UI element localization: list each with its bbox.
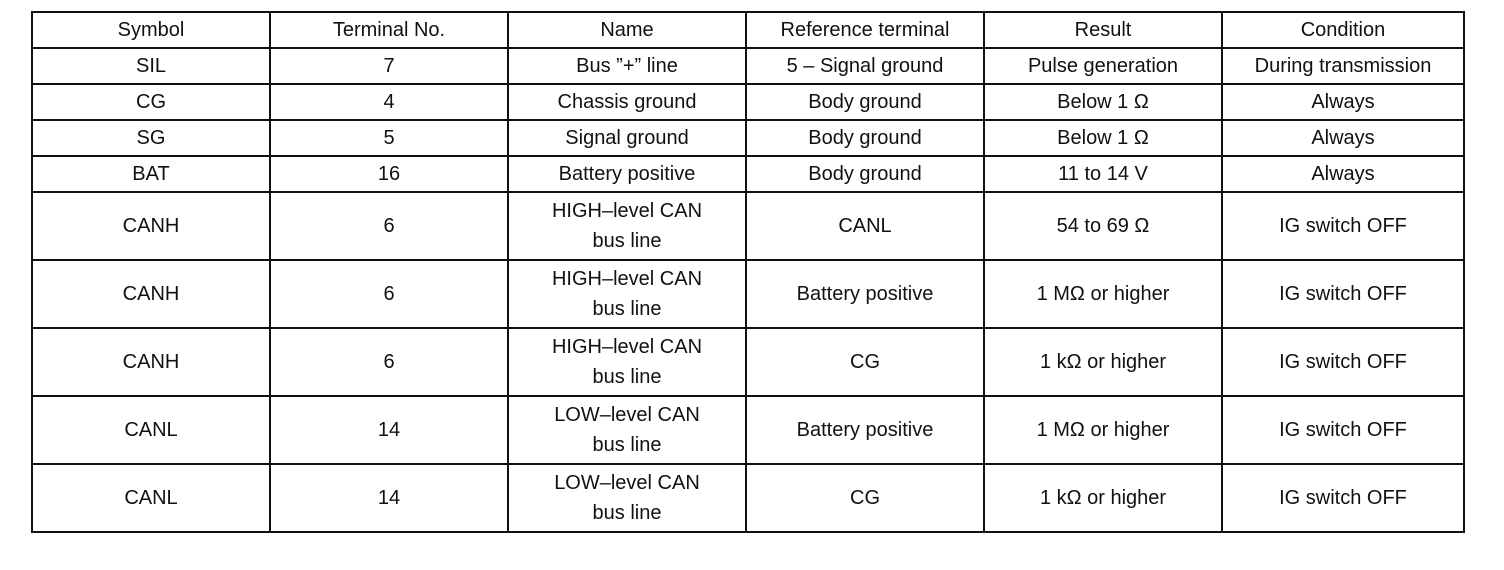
cell-reference-terminal: CANL (746, 192, 984, 260)
cell-condition: During transmission (1222, 48, 1464, 84)
cell-name (508, 156, 746, 192)
column-header-condition: Condition (1222, 12, 1464, 48)
name-line: Signal ground (565, 127, 689, 149)
cell-condition: IG switch OFF (1222, 328, 1464, 396)
cell-terminal-no: 14 (270, 464, 508, 532)
cell-result: Pulse generation (984, 48, 1222, 84)
column-header-reference-terminal: Reference terminal (746, 12, 984, 48)
name-line: LOW–level CAN (554, 472, 700, 494)
name-line: bus line (592, 502, 662, 524)
name-line: bus line (592, 298, 662, 320)
name-line: Chassis ground (557, 91, 697, 113)
cell-name (508, 120, 746, 156)
cell-result: 1 MΩ or higher (984, 260, 1222, 328)
cell-symbol: CANH (32, 260, 270, 328)
cell-terminal-no: 6 (270, 328, 508, 396)
cell-reference-terminal: Battery positive (746, 396, 984, 464)
name-line: bus line (592, 434, 662, 456)
cell-result: Below 1 Ω (984, 84, 1222, 120)
name-line: bus line (592, 366, 662, 388)
cell-symbol: CANH (32, 328, 270, 396)
table-row (32, 156, 1464, 192)
cell-symbol: CANL (32, 464, 270, 532)
name-line: bus line (592, 230, 662, 252)
cell-symbol: CG (32, 84, 270, 120)
cell-terminal-no: 7 (270, 48, 508, 84)
name-line: LOW–level CAN (554, 404, 700, 426)
cell-terminal-no: 6 (270, 192, 508, 260)
table-row (32, 48, 1464, 84)
cell-result: 1 kΩ or higher (984, 328, 1222, 396)
cell-reference-terminal: CG (746, 328, 984, 396)
cell-terminal-no: 6 (270, 260, 508, 328)
cell-condition: IG switch OFF (1222, 192, 1464, 260)
cell-reference-terminal: Body ground (746, 84, 984, 120)
cell-name (508, 192, 746, 260)
terminal-inspection-table (31, 11, 1465, 533)
cell-terminal-no: 16 (270, 156, 508, 192)
table-row (32, 120, 1464, 156)
column-header-terminal-no: Terminal No. (270, 12, 508, 48)
cell-result: 1 kΩ or higher (984, 464, 1222, 532)
cell-symbol: CANL (32, 396, 270, 464)
cell-name (508, 396, 746, 464)
cell-reference-terminal: 5 – Signal ground (746, 48, 984, 84)
table-row (32, 328, 1464, 396)
name-line: HIGH–level CAN (551, 200, 703, 222)
table-header-row (32, 12, 1464, 48)
name-line: Battery positive (558, 163, 696, 185)
cell-condition: Always (1222, 156, 1464, 192)
cell-symbol: CANH (32, 192, 270, 260)
table-row (32, 84, 1464, 120)
name-line: Bus ”+” line (576, 55, 678, 77)
cell-name (508, 328, 746, 396)
name-line: HIGH–level CAN (551, 336, 703, 358)
cell-name (508, 84, 746, 120)
cell-condition: Always (1222, 120, 1464, 156)
column-header-name: Name (508, 12, 746, 48)
cell-symbol: SIL (32, 48, 270, 84)
cell-terminal-no: 5 (270, 120, 508, 156)
cell-result: 1 MΩ or higher (984, 396, 1222, 464)
cell-name (508, 260, 746, 328)
cell-result: Below 1 Ω (984, 120, 1222, 156)
cell-result: 11 to 14 V (984, 156, 1222, 192)
cell-condition: IG switch OFF (1222, 260, 1464, 328)
cell-reference-terminal: CG (746, 464, 984, 532)
cell-symbol: BAT (32, 156, 270, 192)
cell-terminal-no: 4 (270, 84, 508, 120)
cell-name (508, 464, 746, 532)
cell-terminal-no: 14 (270, 396, 508, 464)
cell-symbol: SG (32, 120, 270, 156)
cell-name (508, 48, 746, 84)
column-header-symbol: Symbol (32, 12, 270, 48)
cell-condition: IG switch OFF (1222, 464, 1464, 532)
cell-condition: IG switch OFF (1222, 396, 1464, 464)
cell-reference-terminal: Body ground (746, 120, 984, 156)
cell-result: 54 to 69 Ω (984, 192, 1222, 260)
cell-reference-terminal: Battery positive (746, 260, 984, 328)
table-row (32, 464, 1464, 532)
cell-reference-terminal: Body ground (746, 156, 984, 192)
column-header-result: Result (984, 12, 1222, 48)
table-row (32, 192, 1464, 260)
name-line: HIGH–level CAN (551, 268, 703, 290)
table-row (32, 260, 1464, 328)
table-row (32, 396, 1464, 464)
cell-condition: Always (1222, 84, 1464, 120)
